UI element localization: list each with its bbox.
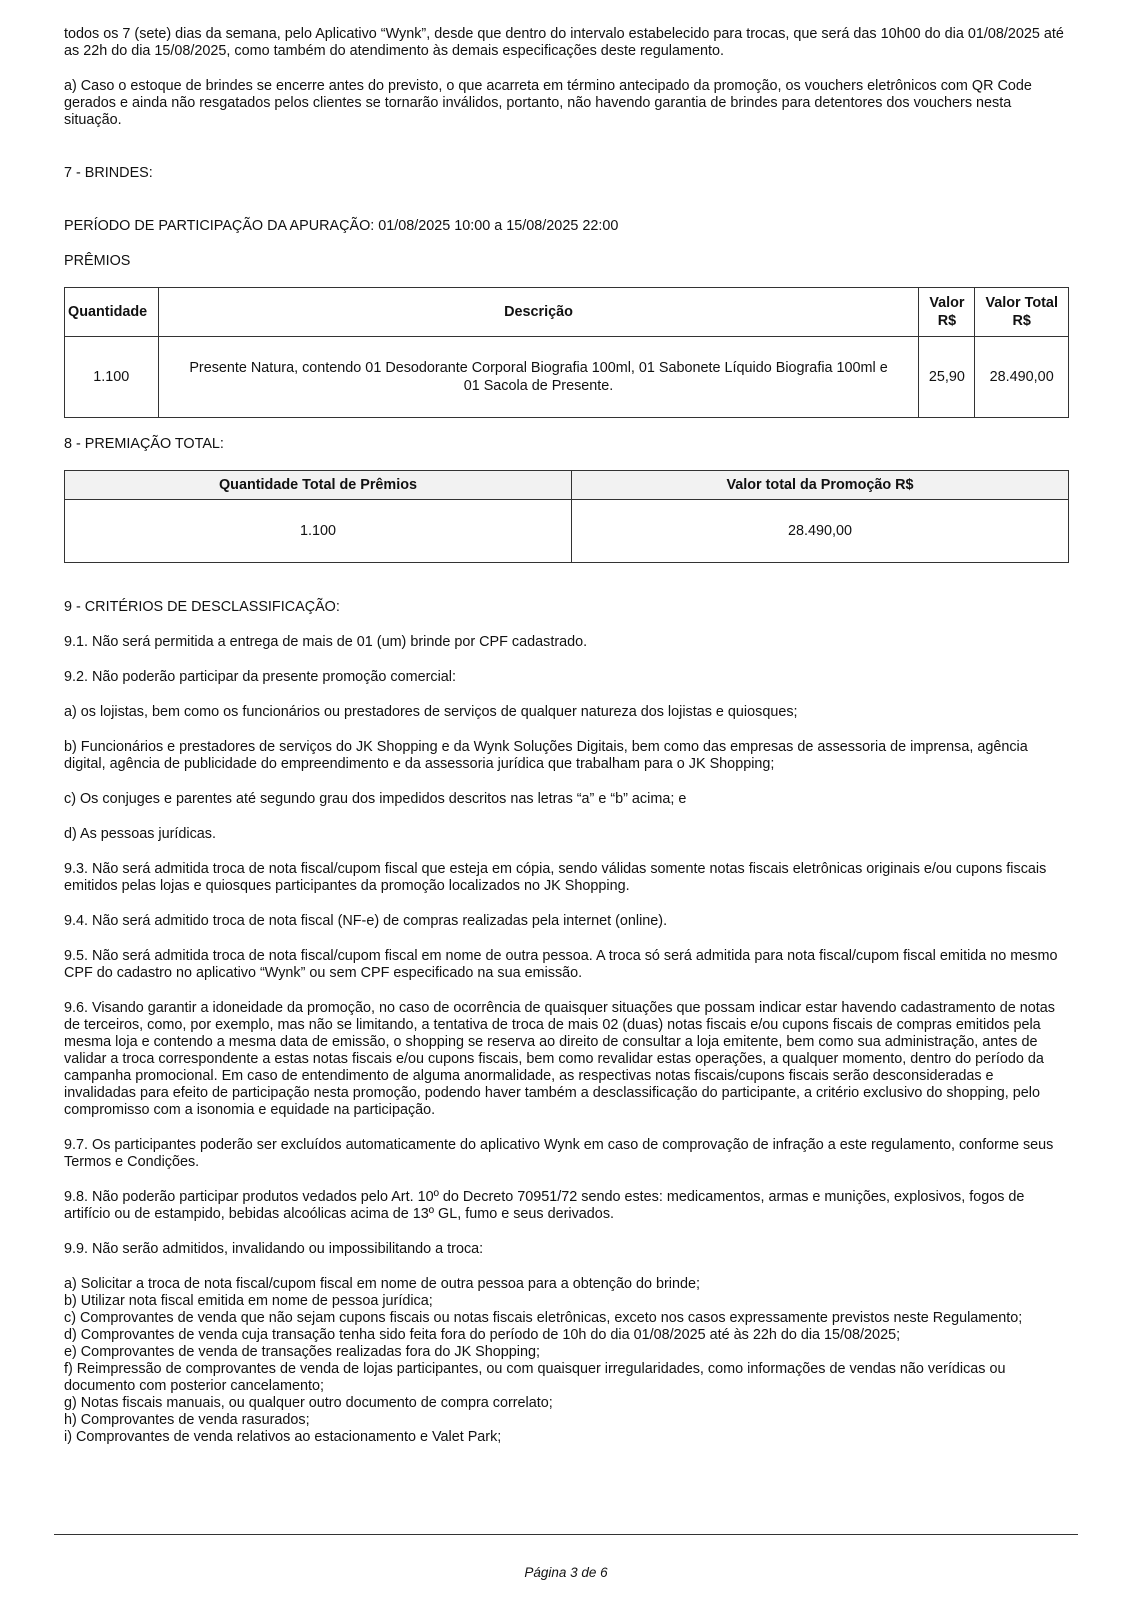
- cell-valor: 25,90: [919, 337, 975, 418]
- paragraph-estoque: a) Caso o estoque de brindes se encerre antes do previsto, o que acarreta em término antecipado da promoção, os vouchers eletrônicos com QR Code gerados e ainda não resgatados pelos clientes se tornarão inválidos, portanto, não havendo garantia de brindes para detentores dos vouchers nesta situação.: [64, 78, 1032, 128]
- premios-table-header: [65, 288, 1069, 337]
- cell-valor-total-promocao: 28.490,00: [572, 500, 1069, 563]
- periodo-participacao: PERÍODO DE PARTICIPAÇÃO DA APURAÇÃO: 01/08/2025 10:00 a 15/08/2025 22:00: [64, 218, 619, 234]
- paragraph-9-5: 9.5. Não será admitida troca de nota fiscal/cupom fiscal em nome de outra pessoa. A troca só será admitida para nota fiscal/cupom fiscal emitida no mesmo CPF do cadastro no aplicativo “Wynk” ou sem CPF especificado na sua emissão.: [64, 948, 1058, 981]
- list-item: h) Comprovantes de venda rasurados;: [64, 1412, 310, 1428]
- paragraph-9-8: 9.8. Não poderão participar produtos vedados pelo Art. 10º do Decreto 70951/72 sendo estes: medicamentos, armas e munições, explosivos, fogos de artifício ou de estampido, bebidas alcoólicas acima de 13º GL, fumo e seus derivados.: [64, 1189, 1025, 1222]
- premiacao-total-table: [64, 470, 1069, 563]
- section-9-title: 9 - CRITÉRIOS DE DESCLASSIFICAÇÃO:: [64, 599, 340, 615]
- premiacao-total-header: [65, 471, 1069, 500]
- section-8-title: 8 - PREMIAÇÃO TOTAL:: [64, 436, 224, 452]
- list-item: g) Notas fiscais manuais, ou qualquer outro documento de compra correlato;: [64, 1395, 553, 1411]
- cell-descricao: Presente Natura, contendo 01 Desodorante Corporal Biografia 100ml, 01 Sabonete Líquido Biografia 100ml e 01 Sacola de Presente.: [158, 337, 919, 418]
- header-quantidade: Quantidade: [65, 288, 159, 337]
- paragraph-9-1: 9.1. Não será permitida a entrega de mais de 01 (um) brinde por CPF cadastrado.: [64, 634, 588, 650]
- footer-divider: [54, 1534, 1078, 1535]
- header-valor-total-promocao: Valor total da Promoção R$: [572, 471, 1069, 500]
- list-item: e) Comprovantes de venda de transações realizadas fora do JK Shopping;: [64, 1344, 540, 1360]
- paragraph-intro: todos os 7 (sete) dias da semana, pelo Aplicativo “Wynk”, desde que dentro do intervalo estabelecido para trocas, que será das 10h00 do dia 01/08/2025 até as 22h do dia 15/08/2025, como também do atendimento às demais especificações deste regulamento.: [64, 26, 1064, 59]
- paragraph-9-2-a: a) os lojistas, bem como os funcionários ou prestadores de serviços de qualquer natureza dos lojistas e quiosques;: [64, 704, 798, 720]
- cell-quantidade: 1.100: [65, 337, 159, 418]
- cell-valor-total: 28.490,00: [975, 337, 1069, 418]
- table-row: [65, 337, 1069, 418]
- header-descricao: Descrição: [158, 288, 919, 337]
- paragraph-9-9: 9.9. Não serão admitidos, invalidando ou impossibilitando a troca:: [64, 1241, 484, 1257]
- header-valor: Valor R$: [919, 288, 975, 337]
- list-item: i) Comprovantes de venda relativos ao estacionamento e Valet Park;: [64, 1429, 502, 1445]
- paragraph-9-2-b: b) Funcionários e prestadores de serviços do JK Shopping e da Wynk Soluções Digitais, bem como das empresas de assessoria de imprensa, agência digital, agência de publicidade do empreendimento e da assessoria jurídica que trabalham para o JK Shopping;: [64, 739, 1028, 772]
- premios-label: PRÊMIOS: [64, 253, 131, 269]
- page-number: Página 3 de 6: [524, 1565, 608, 1580]
- list-item: b) Utilizar nota fiscal emitida em nome de pessoa jurídica;: [64, 1293, 433, 1309]
- list-item: d) Comprovantes de venda cuja transação tenha sido feita fora do período de 10h do dia 01/08/2025 até às 22h do dia 15/08/2025;: [64, 1327, 901, 1343]
- premios-table: [64, 287, 1069, 418]
- paragraph-9-4: 9.4. Não será admitido troca de nota fiscal (NF-e) de compras realizadas pela internet (online).: [64, 913, 668, 929]
- paragraph-9-2-c: c) Os conjuges e parentes até segundo grau dos impedidos descritos nas letras “a” e “b” acima; e: [64, 791, 687, 807]
- header-valor-total: Valor Total R$: [975, 288, 1069, 337]
- paragraph-9-3: 9.3. Não será admitida troca de nota fiscal/cupom fiscal que esteja em cópia, sendo válidas somente notas fiscais eletrônicas originais e/ou cupons fiscais emitidos pelas lojas e quiosques participantes da promoção localizados no JK Shopping.: [64, 861, 1047, 894]
- table-row: [65, 500, 1069, 563]
- paragraph-9-2-d: d) As pessoas jurídicas.: [64, 826, 216, 842]
- list-item: f) Reimpressão de comprovantes de venda de lojas participantes, ou com quaisquer irregularidades, como informações de vendas não verídicas ou documento com posterior cancelamento;: [64, 1361, 1006, 1394]
- document-page: [64, 26, 1069, 1446]
- header-quantidade-total: Quantidade Total de Prêmios: [65, 471, 572, 500]
- paragraph-9-7: 9.7. Os participantes poderão ser excluídos automaticamente do aplicativo Wynk em caso de comprovação de infração a este regulamento, conforme seus Termos e Condições.: [64, 1137, 1054, 1170]
- cell-quantidade-total: 1.100: [65, 500, 572, 563]
- section-7-title: 7 - BRINDES:: [64, 165, 153, 181]
- list-item: c) Comprovantes de venda que não sejam cupons fiscais ou notas fiscais eletrônicas, exceto nos casos expressamente previstos neste Regulamento;: [64, 1310, 1023, 1326]
- list-item: a) Solicitar a troca de nota fiscal/cupom fiscal em nome de outra pessoa para a obtenção do brinde;: [64, 1276, 700, 1292]
- paragraph-9-6: 9.6. Visando garantir a idoneidade da promoção, no caso de ocorrência de quaisquer situações que possam indicar estar havendo cadastramento de notas de terceiros, como, por exemplo, mas não se limitando, a tentativa de troca de mais 02 (duas) notas fiscais e/ou cupons fiscais de compras emitidos pela mesma loja e contendo a mesma data de emissão, o shopping se reserva ao direito de consultar a loja emitente, bem como sua administração, antes de validar a troca correspondente a estas notas fiscais e/ou cupons fiscais, bem como revalidar estas operações, a qualquer momento, dentro do período da campanha promocional. Em caso de entendimento de alguma anormalidade, as respectivas notas fiscais/cupons fiscais serão desconsideradas e invalidadas para efeito de participação nesta promoção, podendo haver também a desclassificação do participante, a critério exclusivo do shopping, pelo compromisso com a isonomia e equidade na participação.: [64, 1000, 1055, 1118]
- paragraph-9-2: 9.2. Não poderão participar da presente promoção comercial:: [64, 669, 456, 685]
- list-9-9: [64, 1276, 1069, 1446]
